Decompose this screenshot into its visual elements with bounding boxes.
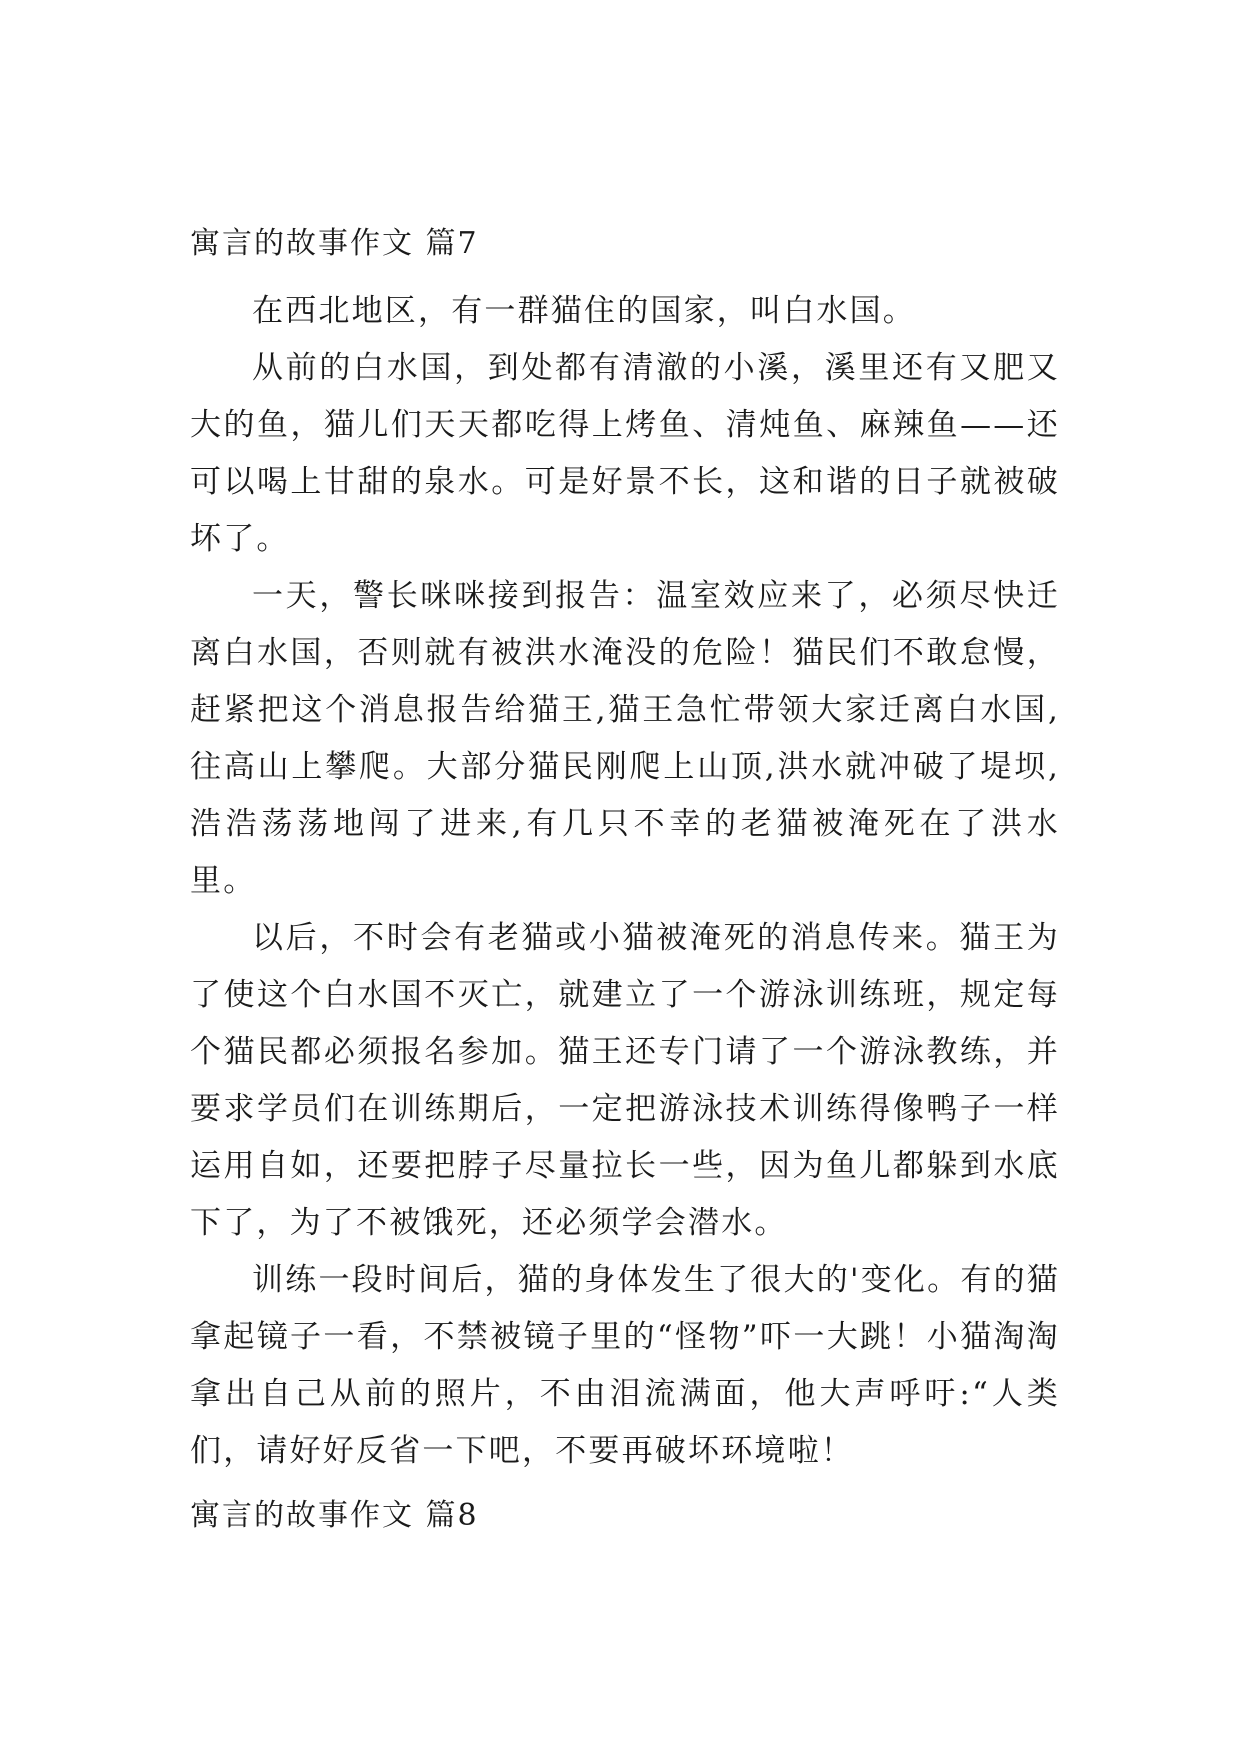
story-body [190, 283, 1060, 1480]
paragraph-2: 从前的白水国，到处都有清澈的小溪，溪里还有又肥又大的鱼，猫儿们天天都吃得上烤鱼、清炖鱼、麻辣鱼——还可以喝上甘甜的泉水。可是好景不长，这和谐的日子就被破坏了。 [190, 350, 1060, 557]
paragraph-1: 在西北地区，有一群猫住的国家，叫白水国。 [252, 293, 916, 329]
section-heading-7: 寓言的故事作文 篇7 [190, 226, 479, 261]
paragraph-3: 一天，警长咪咪接到报告：温室效应来了，必须尽快迁离白水国，否则就有被洪水淹没的危险！猫民们不敢怠慢，赶紧把这个消息报告给猫王,猫王急忙带领大家迁离白水国,往高山上攀爬。大部分猫民刚爬上山顶,洪水就冲破了堤坝,浩浩荡荡地闯了进来,有几只不幸的老猫被淹死在了洪水里。 [190, 578, 1060, 899]
section-heading-8: 寓言的故事作文 篇8 [190, 1498, 479, 1533]
paragraph-4: 以后，不时会有老猫或小猫被淹死的消息传来。猫王为了使这个白水国不灭亡，就建立了一个游泳训练班，规定每个猫民都必须报名参加。猫王还专门请了一个游泳教练，并要求学员们在训练期后，一定把游泳技术训练得像鸭子一样运用自如，还要把脖子尽量拉长一些，因为鱼儿都躲到水底下了，为了不被饿死，还必须学会潜水。 [190, 920, 1060, 1241]
paragraph-5: 训练一段时间后，猫的身体发生了很大的'变化。有的猫拿起镜子一看，不禁被镜子里的“怪物”吓一大跳！小猫淘淘拿出自己从前的照片，不由泪流满面，他大声呼吁:“人类们，请好好反省一下吧，不要再破坏环境啦！ [190, 1262, 1060, 1469]
